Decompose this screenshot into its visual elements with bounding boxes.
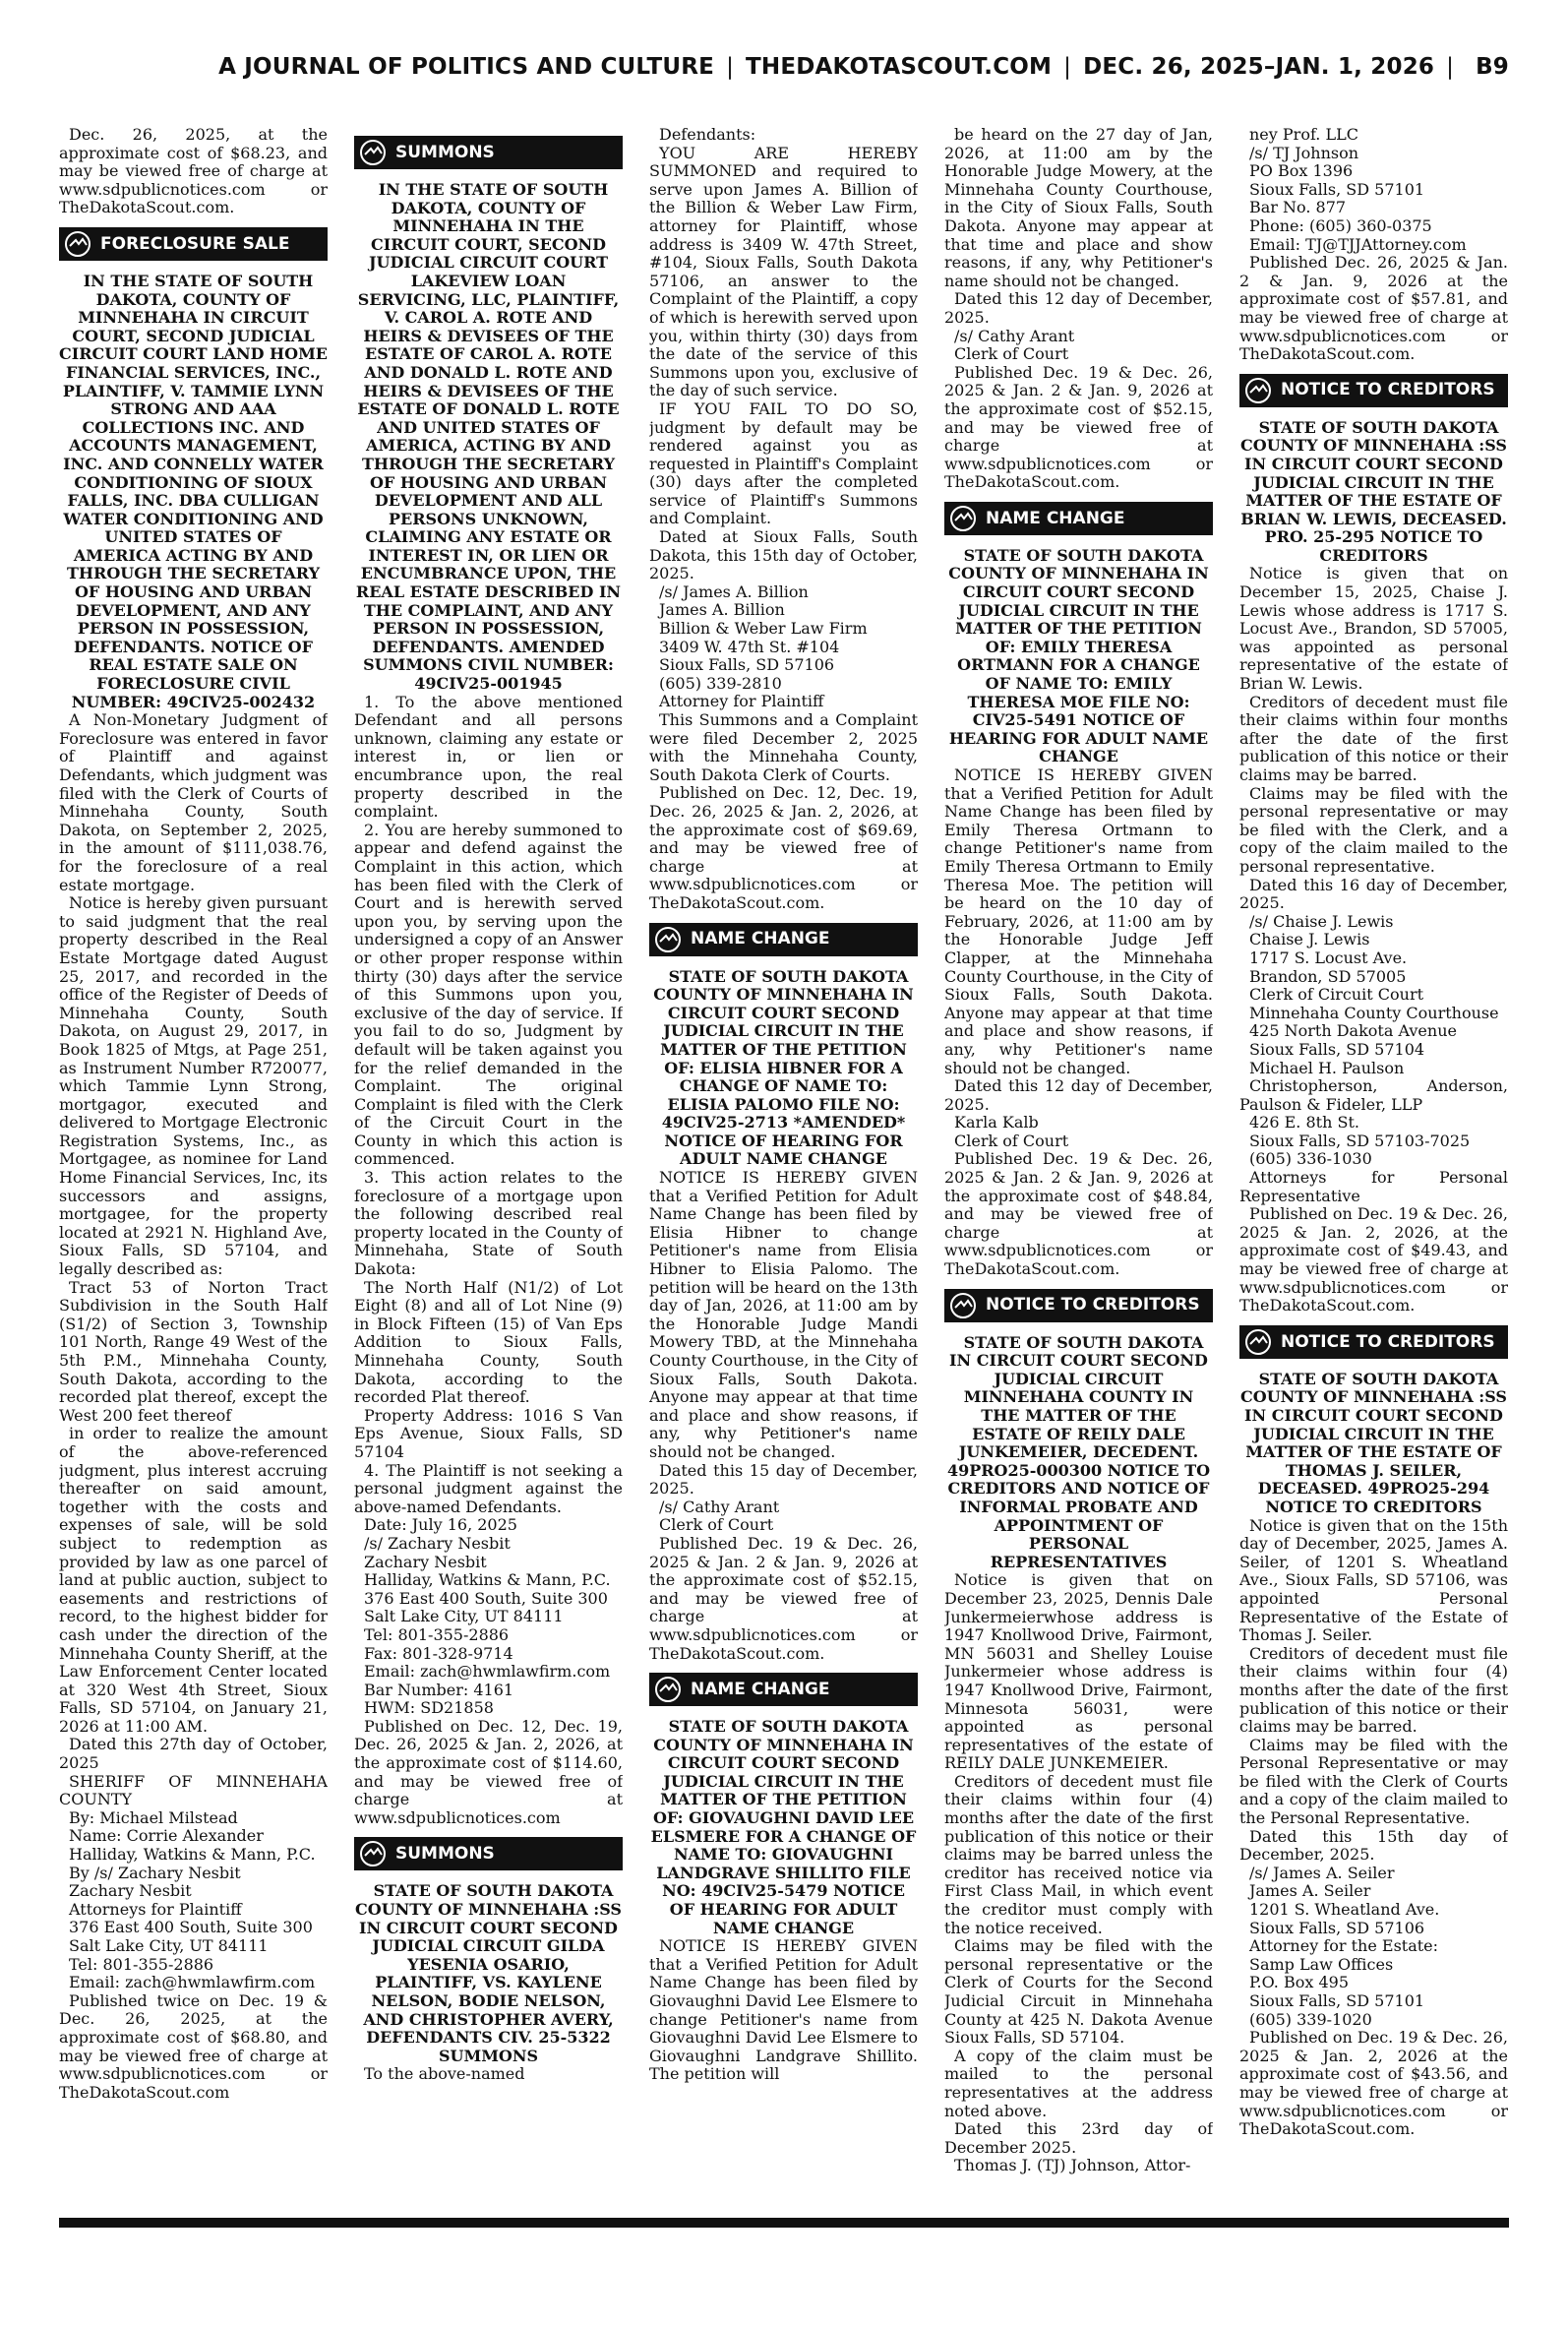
notice-paragraph: Clerk of Court xyxy=(954,344,1069,364)
notice-paragraph: (605) 336-1030 xyxy=(1249,1149,1372,1169)
notice-paragraph: By: Michael Milstead xyxy=(69,1807,238,1827)
notice-paragraph: Brandon, SD 57005 xyxy=(1249,966,1407,986)
notice-paragraph: Zachary Nesbit xyxy=(364,1552,487,1571)
notice-paragraph: /s/ Cathy Arant xyxy=(659,1497,780,1516)
notice-paragraph: be heard on the 27 day of Jan, 2026, at 11:00 am by the Honorable Judge Mowery, at the Minnehaha County Courthouse, in the City of Sioux Falls, South Dakota. Anyone may appear at that time and place and show reasons, if any, why Petitioner's name should not be changed. xyxy=(944,126,1213,290)
notice-caption: IN THE STATE OF SOUTH DAKOTA, COUNTY OF MINNEHAHA IN CIRCUIT COURT, SECOND JUDICIAL CIRCUIT COURT LAND HOME FINANCIAL SERVICES, INC., PLAINTIFF, V. TAMMIE LYNN STRONG AND AAA COLLECTIONS INC. AND ACCOUNTS MANAGEMENT, INC. AND CONNELLY WATER CONDITIONING OF SIOUX FALLS, INC. DBA CULLIGAN WATER CONDITIONING AND UNITED STATES OF AMERICA ACTING BY AND THROUGH THE SECRETARY OF HOUSING AND URBAN DEVELOPMENT, AND ANY PERSON IN POSSESSION, DEFENDANTS. NOTICE OF REAL ESTATE SALE ON FORECLOSURE CIVIL NUMBER: 49CIV25-002432 xyxy=(59,271,328,711)
notice-paragraph: Clerk of Court xyxy=(659,1515,774,1535)
notice-paragraph: 376 East 400 South, Suite 300 xyxy=(69,1918,313,1937)
notice-paragraph: Email: TJ@TJJAttorney.com xyxy=(1249,234,1467,254)
notice-paragraph: Michael H. Paulson xyxy=(1249,1058,1405,1077)
notice-paragraph: HWM: SD21858 xyxy=(364,1698,494,1718)
notice-paragraph: PO Box 1396 xyxy=(1249,161,1354,181)
section-heading-label: NAME CHANGE xyxy=(691,1679,830,1699)
notice-paragraph: Published Dec. 19 & Dec. 26, 2025 & Jan. 2 & Jan. 9, 2026 at the approximate cost of $48.84, and may be viewed free of charge at www.sdpublicnotices.com or TheDakotaScout.com. xyxy=(944,1149,1213,1279)
notice-paragraph: Tel: 801-355-2886 xyxy=(69,1954,214,1974)
notice-paragraph: Claims may be filed with the personal representative or may be filed with the Clerk, and a copy of the claim mailed to the personal representative. xyxy=(1239,783,1508,876)
header-divider: | xyxy=(1446,54,1455,80)
notice-paragraph: Published on Dec. 12, Dec. 19, Dec. 26, 2025 & Jan. 2, 2026, at the approximate cost of $69.69, and may be viewed free of charge at www.sdpublicnotices.com or TheDakotaScout.com. xyxy=(649,783,918,912)
notice-paragraph: NOTICE IS HEREBY GIVEN that a Verified Petition for Adult Name Change has been filed by Elisia Hibner to change Petitioner's name from Elisia Hibner to Elisia Palomo. The petition will be heard on the 13th day of Jan, 2026, at 11:00 am by the Honorable Judge Mandi Mowery TBD, at the Minnehaha County Courthouse, in the City of Sioux Falls, South Dakota. Anyone may appear at that time and place and show reasons, if any, why Petitioner's name should not be changed. xyxy=(649,1168,918,1461)
header-divider: | xyxy=(726,54,735,80)
notice-paragraph: Phone: (605) 360-0375 xyxy=(1249,215,1432,235)
section-heading xyxy=(649,923,918,956)
notice-caption: STATE OF SOUTH DAKOTA IN CIRCUIT COURT SECOND JUDICIAL CIRCUIT MINNEHAHA COUNTY IN THE MATTER OF THE ESTATE OF REILY DALE JUNKEMEIER, DECEDENT. 49PRO25-000300 NOTICE TO CREDITORS AND NOTICE OF INFORMAL PROBATE AND APPOINTMENT OF PERSONAL REPRESENTATIVES xyxy=(946,1332,1211,1571)
notice-paragraph: This Summons and a Complaint were filed December 2, 2025 with the Minnehaha County, South Dakota Clerk of Courts. xyxy=(649,710,918,784)
notice-paragraph: Dated this 12 day of December, 2025. xyxy=(944,289,1213,327)
notice-paragraph: James A. Billion xyxy=(659,600,785,620)
notice-paragraph: Dated this 16 day of December, 2025. xyxy=(1239,875,1508,913)
notice-paragraph: Clerk of Circuit Court xyxy=(1249,985,1424,1005)
scout-logo-icon xyxy=(653,1675,683,1704)
notice-paragraph: Halliday, Watkins & Mann, P.C. xyxy=(364,1570,611,1590)
scout-logo-icon xyxy=(358,138,388,167)
scout-logo-icon xyxy=(63,229,92,259)
notice-paragraph: Sioux Falls, SD 57103-7025 xyxy=(1249,1131,1471,1150)
notice-paragraph: Dated this 15 day of December, 2025. xyxy=(649,1460,918,1499)
notice-paragraph: Dec. 26, 2025, at the approximate cost of $68.23, and may be viewed free of charge at www.sdpublicnotices.com or TheDakotaScout.com. xyxy=(59,126,328,217)
scout-logo-icon xyxy=(1243,376,1273,405)
notice-paragraph: IF YOU FAIL TO DO SO, judgment by default may be rendered against you as requested in Plaintiff's Complaint (30) days after the completed service of Plaintiff's Summons and Complaint. xyxy=(649,398,918,528)
notice-paragraph: Property Address: 1016 S Van Eps Avenue, Sioux Falls, SD 57104 xyxy=(354,1405,623,1461)
section-heading xyxy=(649,1673,918,1706)
column-5 xyxy=(1239,126,1508,2214)
notice-paragraph: NOTICE IS HEREBY GIVEN that a Verified Petition for Adult Name Change has been filed by Emily Theresa Ortmann to change Petitioner's name from Emily Theresa Ortmann to Emily Theresa Moe. The petition will be heard on the 10 day of February, 2026, at 11:00 am by the Honorable Judge Jeff Clapper, at the Minnehaha County Courthouse, in the City of Sioux Falls, South Dakota. Anyone may appear at that time and place and show reasons, if any, why Petitioner's name should not be changed. xyxy=(944,765,1213,1077)
section-heading xyxy=(59,227,328,261)
notice-paragraph: A Non-Monetary Judgment of Foreclosure was entered in favor of Plaintiff and against Defendants, which judgment was filed with the Clerk of Courts of Minnehaha County, South Dakota, on September 2, 2025, in the amount of $111,038.76, for the foreclosure of a real estate mortgage. xyxy=(59,710,328,894)
notice-paragraph: 425 North Dakota Avenue xyxy=(1249,1021,1457,1041)
notice-paragraph: 2. You are hereby summoned to appear and defend against the Complaint in this action, which has been filed with the Clerk of Court and is herewith served upon you, by serving upon the undersigned a copy of an Answer or other proper response within thirty (30) days after the service of this Summons upon you, exclusive of the day of service. If you fail to do so, Judgment by default will be taken against you for the relief demanded in the Complaint. The original Complaint is filed with the Clerk of the Circuit Court in the County in which this action is commenced. xyxy=(354,820,623,1169)
section-heading-label: SUMMONS xyxy=(395,142,495,162)
notice-columns xyxy=(59,126,1509,2214)
notice-paragraph: Tract 53 of Norton Tract Subdivision in the South Half (S1/2) of Section 3, Township 101 North, Range 49 West of the 5th P.M., Minnehaha County, South Dakota, according to the recorded plat thereof, except the West 200 feet thereof xyxy=(59,1277,328,1425)
notice-paragraph: James A. Seiler xyxy=(1249,1881,1371,1901)
section-heading xyxy=(1239,1325,1508,1359)
notice-paragraph: 1201 S. Wheatland Ave. xyxy=(1249,1900,1440,1920)
notice-paragraph: Notice is hereby given pursuant to said judgment that the real property described in the Real Estate Mortgage dated August 25, 2017, and recorded in the office of the Register of Deeds of Minnehaha County, South Dakota, on August 29, 2017, in Book 1825 of Mtgs, at Page 251, as Instrument Number R720077, which Tammie Lynn Strong, mortgagor, executed and delivered to Mortgage Electronic Registration Systems, Inc., as Mortgagee, as nominee for Land Home Financial Services, Inc, its successors and assigns, mortgagee, for the property located at 2921 N. Highland Ave, Sioux Falls, SD 57104, and legally described as: xyxy=(59,893,328,1279)
notice-paragraph: Defendants: xyxy=(659,126,756,144)
notice-paragraph: Creditors of decedent must file their claims within four (4) months after the date of the first publication of this notice or their claims may be barred unless the creditor has received notice via First Class Mail, in which event the creditor must comply with the notice received. xyxy=(944,1771,1213,1937)
notice-paragraph: Christopherson, Anderson, Paulson & Fideler, LLP xyxy=(1239,1076,1508,1114)
notice-paragraph: Notice is given that on December 23, 2025, Dennis Dale Junkermeierwhose address is 1947 Knollwood Drive, Fairmont, MN 56031 and Shelley Louise Junkermeier whose address is 1947 Knollwood Drive, Fairmont, Minnesota 56031, were appointed as personal representatives of the estate of REILY DALE JUNKEMEIER. xyxy=(944,1570,1213,1773)
section-heading-label: NOTICE TO CREDITORS xyxy=(1281,1331,1495,1352)
notice-paragraph: Email: zach@hwmlawfirm.com xyxy=(69,1973,316,1992)
section-heading-label: SUMMONS xyxy=(395,1844,495,1865)
scout-logo-icon xyxy=(653,925,683,954)
notice-paragraph: Published Dec. 26, 2025 & Jan. 2 & Jan. 9, 2026 at the approximate cost of $57.81, and may be viewed free of charge at www.sdpublicnotices.com or TheDakotaScout.com. xyxy=(1239,253,1508,364)
notice-paragraph: /s/ Cathy Arant xyxy=(954,326,1075,345)
section-heading-label: NOTICE TO CREDITORS xyxy=(986,1295,1200,1315)
notice-paragraph: (605) 339-1020 xyxy=(1249,2009,1372,2029)
notice-paragraph: Dated this 15th day of December, 2025. xyxy=(1239,1826,1508,1865)
notice-paragraph: Published on Dec. 12, Dec. 19, Dec. 26, 2025 & Jan. 2, 2026, at the approximate cost of $114.60, and may be viewed free of charge at www.sdpublicnotices.com xyxy=(354,1716,623,1827)
notice-paragraph: Zachary Nesbit xyxy=(69,1881,192,1901)
scout-logo-icon xyxy=(358,1839,388,1868)
notice-paragraph: Notice is given that on the 15th day of December, 2025, James A. Seiler, of 1201 S. Wheatland Ave., Sioux Falls, SD 57106, was appointed Personal Representative of the Estate of Thomas J. Seiler. xyxy=(1239,1515,1508,1645)
notice-paragraph: Attorney for Plaintiff xyxy=(659,692,824,711)
notice-paragraph: Dated this 12 day of December, 2025. xyxy=(944,1076,1213,1114)
column-4 xyxy=(944,126,1213,2214)
notice-caption: IN THE STATE OF SOUTH DAKOTA, COUNTY OF MINNEHAHA IN THE CIRCUIT COURT, SECOND JUDICIAL CIRCUIT COURT LAKEVIEW LOAN SERVICING, LLC, PLAINTIFF, V. CAROL A. ROTE AND HEIRS & DEVISEES OF THE ESTATE OF CAROL A. ROTE AND DONALD L. ROTE AND HEIRS & DEVISEES OF THE ESTATE OF DONALD L. ROTE AND UNITED STATES OF AMERICA, ACTING BY AND THROUGH THE SECRETARY OF HOUSING AND URBAN DEVELOPMENT AND ALL PERSONS UNKNOWN, CLAIMING ANY ESTATE OR INTEREST IN, OR LIEN OR ENCUMBRANCE UPON, THE REAL ESTATE DESCRIBED IN THE COMPLAINT, AND ANY PERSON IN POSSESSION, DEFENDANTS. AMENDED SUMMONS CIVIL NUMBER: 49CIV25-001945 xyxy=(355,180,622,694)
notice-paragraph: Thomas J. (TJ) Johnson, Attor- xyxy=(954,2156,1191,2175)
page-header xyxy=(59,47,1509,87)
notice-paragraph: Karla Kalb xyxy=(954,1113,1039,1132)
notice-paragraph: ney Prof. LLC xyxy=(1249,126,1358,144)
notice-paragraph: Claims may be filed with the Personal Representative or may be filed with the Clerk of Courts and a copy of the claim mailed to the Personal Representative. xyxy=(1239,1735,1508,1828)
section-heading xyxy=(944,502,1213,535)
notice-paragraph: 1. To the above mentioned Defendant and all persons unknown, claiming any estate or interest in, or lien or encumbrance upon, the real property described in the complaint. xyxy=(354,692,623,822)
scout-logo-icon xyxy=(948,1291,978,1320)
notice-caption: STATE OF SOUTH DAKOTA COUNTY OF MINNEHAHA :SS IN CIRCUIT COURT SECOND JUDICIAL CIRCUIT IN THE MATTER OF THE ESTATE OF THOMAS J. SEILER, DECEASED. 49PRO25-294 NOTICE TO CREDITORS xyxy=(1240,1369,1507,1516)
notice-paragraph: Attorney for the Estate: xyxy=(1249,1936,1439,1956)
notice-paragraph: YOU ARE HEREBY SUMMONED and required to serve upon James A. Billion of the Billion & Weber Law Firm, attorney for Plaintiff, whose address is 3409 W. 47th Street, #104, Sioux Falls, South Dakota 57106, an answer to the Complaint of the Plaintiff, a copy of which is herewith served upon you, within thirty (30) days from the date of the service of this Summons upon you, exclusive of the day of such service. xyxy=(649,143,918,400)
notice-paragraph: Billion & Weber Law Firm xyxy=(659,619,868,639)
notice-paragraph: Creditors of decedent must file their claims within four months after the date of the first publication of this notice or their claims may be barred. xyxy=(1239,692,1508,784)
notice-paragraph: 376 East 400 South, Suite 300 xyxy=(364,1588,608,1608)
notice-paragraph: Halliday, Watkins & Mann, P.C. xyxy=(69,1845,316,1865)
notice-paragraph: in order to realize the amount of the above-referenced judgment, plus interest accruing thereafter on said amount, together with the costs and expenses of sale, will be sold subject to redemption as provided by law as one parcel of land at public auction, subject to easements and restrictions of record, to the highest bidder for cash under the direction of the Minnehaha County Sheriff, at the Law Enforcement Center located at 320 West 4th Street, Sioux Falls, SD 57104, on January 21, 2026 at 11:00 AM. xyxy=(59,1424,328,1736)
notice-paragraph: 1717 S. Locust Ave. xyxy=(1249,948,1408,967)
notice-paragraph: Published Dec. 19 & Dec. 26, 2025 & Jan. 2 & Jan. 9, 2026 at the approximate cost of $52.15, and may be viewed free of charge at www.sdpublicnotices.com or TheDakotaScout.com. xyxy=(649,1533,918,1663)
notice-paragraph: Published on Dec. 19 & Dec. 26, 2025 & Jan. 2, 2026 at the approximate cost of $43.56, and may be viewed free of charge at www.sdpublicnotices.com or TheDakotaScout.com. xyxy=(1239,2028,1508,2139)
column-3 xyxy=(649,126,918,2214)
notice-paragraph: Sioux Falls, SD 57104 xyxy=(1249,1039,1425,1059)
notice-paragraph: Clerk of Court xyxy=(954,1131,1069,1150)
issue-date: DEC. 26, 2025–JAN. 1, 2026 xyxy=(1083,54,1435,80)
section-heading-label: NAME CHANGE xyxy=(691,929,830,949)
notice-paragraph: Date: July 16, 2025 xyxy=(364,1515,517,1535)
notice-paragraph: Creditors of decedent must file their claims within four (4) months after the date of the first publication of this notice or their claims may be barred. xyxy=(1239,1643,1508,1737)
notice-paragraph: Attorneys for Plaintiff xyxy=(69,1899,242,1919)
notice-paragraph: Minnehaha County Courthouse xyxy=(1249,1003,1499,1022)
section-heading-label: NOTICE TO CREDITORS xyxy=(1281,380,1495,400)
notice-paragraph: Samp Law Offices xyxy=(1249,1954,1394,1974)
notice-paragraph: Salt Lake City, UT 84111 xyxy=(69,1936,269,1955)
notice-paragraph: 3409 W. 47th St. #104 xyxy=(659,637,840,656)
notice-paragraph: 3. This action relates to the foreclosure of a mortgage upon the following described real property located in the County of Minnehaha, State of South Dakota: xyxy=(354,1168,623,1279)
notice-caption: STATE OF SOUTH DAKOTA COUNTY OF MINNEHAHA :SS IN CIRCUIT COURT SECOND JUDICIAL CIRCUIT IN THE MATTER OF THE ESTATE OF BRIAN W. LEWIS, DECEASED. PRO. 25-295 NOTICE TO CREDITORS xyxy=(1240,417,1507,565)
notice-paragraph: /s/ James A. Billion xyxy=(659,581,809,601)
notice-caption: STATE OF SOUTH DAKOTA COUNTY OF MINNEHAHA :SS IN CIRCUIT COURT SECOND JUDICIAL CIRCUIT GILDA YESENIA OSARIO, PLAINTIFF, VS. KAYLENE NELSON, BODIE NELSON, AND CHRISTOPHER AVERY, DEFENDANTS CIV. 25-5322 SUMMONS xyxy=(355,1881,622,2065)
notice-paragraph: Bar No. 877 xyxy=(1249,198,1347,217)
notice-paragraph: 4. The Plaintiff is not seeking a personal judgment against the above-named Defendants. xyxy=(354,1460,623,1516)
notice-paragraph: The North Half (N1/2) of Lot Eight (8) and all of Lot Nine (9) in Block Fifteen (15) of Van Eps Addition to Sioux Falls, Minnehaha County, South Dakota, according to the recorded Plat thereof. xyxy=(354,1277,623,1407)
section-heading xyxy=(1239,374,1508,407)
journal-tagline: A JOURNAL OF POLITICS AND CULTURE xyxy=(218,54,715,80)
notice-caption: STATE OF SOUTH DAKOTA COUNTY OF MINNEHAHA IN CIRCUIT COURT SECOND JUDICIAL CIRCUIT IN THE MATTER OF THE PETITION OF: GIOVAUGHNI DAVID LEE ELSMERE FOR A CHANGE OF NAME TO: GIOVAUGHNI LANDGRAVE SHILLITO FILE NO: 49CIV25-5479 NOTICE OF HEARING FOR ADULT NAME CHANGE xyxy=(650,1717,917,1937)
notice-paragraph: Sioux Falls, SD 57106 xyxy=(1249,1918,1425,1937)
section-heading xyxy=(354,136,623,169)
notice-paragraph: Claims may be filed with the personal representative or the Clerk of Courts for the Second Judicial Circuit in Minnehaha County at 425 N. Dakota Avenue Sioux Falls, SD 57104. xyxy=(944,1936,1213,2048)
notice-paragraph: NOTICE IS HEREBY GIVEN that a Verified Petition for Adult Name Change has been filed by Giovaughni David Lee Elsmere to change Petitioner's name from Giovaughni David Lee Elsmere to Giovaughni Landgrave Shillito. The petition will xyxy=(649,1936,918,2084)
notice-paragraph: Email: zach@hwmlawfirm.com xyxy=(364,1662,611,1682)
notice-caption: STATE OF SOUTH DAKOTA COUNTY OF MINNEHAHA IN CIRCUIT COURT SECOND JUDICIAL CIRCUIT IN THE MATTER OF THE PETITION OF: ELISIA HIBNER FOR A CHANGE OF NAME TO: ELISIA PALOMO FILE NO: 49CIV25-2713 *AMENDED* NOTICE OF HEARING FOR ADULT NAME CHANGE xyxy=(653,966,914,1169)
notice-paragraph: Fax: 801-328-9714 xyxy=(364,1643,513,1663)
column-2 xyxy=(354,126,623,2214)
column-1 xyxy=(59,126,328,2214)
notice-paragraph: A copy of the claim must be mailed to the personal representatives at the address noted above. xyxy=(944,2046,1213,2120)
notice-paragraph: Dated at Sioux Falls, South Dakota, this 15th day of October, 2025. xyxy=(649,527,918,583)
notice-paragraph: Sioux Falls, SD 57101 xyxy=(1249,179,1425,199)
notice-paragraph: By /s/ Zachary Nesbit xyxy=(69,1863,241,1882)
section-heading-label: FORECLOSURE SALE xyxy=(100,233,290,254)
notice-paragraph: Sioux Falls, SD 57101 xyxy=(1249,1991,1425,2010)
notice-paragraph: Published on Dec. 19 & Dec. 26, 2025 & Jan. 2, 2026, at the approximate cost of $49.43, and may be viewed free of charge at www.sdpublicnotices.com or TheDakotaScout.com. xyxy=(1239,1204,1508,1315)
section-heading xyxy=(944,1289,1213,1322)
notice-paragraph: P.O. Box 495 xyxy=(1249,1973,1349,1992)
notice-paragraph: Sioux Falls, SD 57106 xyxy=(659,655,835,675)
notice-paragraph: Dated this 23rd day of December 2025. xyxy=(944,2119,1213,2157)
notice-caption: STATE OF SOUTH DAKOTA COUNTY OF MINNEHAHA IN CIRCUIT COURT SECOND JUDICIAL CIRCUIT IN THE MATTER OF THE PETITION OF: EMILY THERESA ORTMANN FOR A CHANGE OF NAME TO: EMILY THERESA MOE FILE NO: CIV25-5491 NOTICE OF HEARING FOR ADULT NAME CHANGE xyxy=(948,545,1209,766)
bottom-rule xyxy=(59,2218,1509,2228)
notice-paragraph: Name: Corrie Alexander xyxy=(69,1826,264,1846)
notice-paragraph: /s/ Zachary Nesbit xyxy=(364,1533,511,1553)
notice-paragraph: (605) 339-2810 xyxy=(659,673,782,693)
notice-paragraph: Published Dec. 19 & Dec. 26, 2025 & Jan. 2 & Jan. 9, 2026 at the approximate cost of $52.15, and may be viewed free of charge at www.sdpublicnotices.com or TheDakotaScout.com. xyxy=(944,362,1213,492)
notice-paragraph: Chaise J. Lewis xyxy=(1249,930,1370,949)
notice-paragraph: /s/ Chaise J. Lewis xyxy=(1249,911,1394,931)
notice-paragraph: To the above-named xyxy=(364,2064,525,2084)
section-heading xyxy=(354,1837,623,1870)
notice-paragraph: Attorneys for Personal Representative xyxy=(1239,1168,1508,1205)
notice-paragraph: Published twice on Dec. 19 & Dec. 26, 2025, at the approximate cost of $68.80, and may be viewed free of charge at www.sdpublicnotices.com or TheDakotaScout.com xyxy=(59,1990,328,2102)
scout-logo-icon xyxy=(1243,1327,1273,1357)
notice-paragraph: /s/ James A. Seiler xyxy=(1249,1863,1395,1882)
notice-paragraph: Bar Number: 4161 xyxy=(364,1680,514,1699)
notice-paragraph: Tel: 801-355-2886 xyxy=(364,1624,510,1644)
notice-paragraph: 426 E. 8th St. xyxy=(1249,1113,1359,1132)
scout-logo-icon xyxy=(948,504,978,533)
notice-paragraph: /s/ TJ Johnson xyxy=(1249,143,1359,162)
notice-paragraph: Dated this 27th day of October, 2025 xyxy=(59,1735,328,1773)
notice-paragraph: Salt Lake City, UT 84111 xyxy=(364,1607,564,1626)
page-number: B9 xyxy=(1476,54,1509,80)
notice-paragraph: Notice is given that on December 15, 2025, Chaise J. Lewis whose address is 1717 S. Locust Ave., Brandon, SD 57005, was appointed as personal representative of the estate of Brian W. Lewis. xyxy=(1239,564,1508,694)
header-divider: | xyxy=(1063,54,1072,80)
site-name: THEDAKOTASCOUT.COM xyxy=(746,54,1053,80)
section-heading-label: NAME CHANGE xyxy=(986,508,1125,528)
notice-paragraph: SHERIFF OF MINNEHAHA COUNTY xyxy=(59,1771,328,1809)
